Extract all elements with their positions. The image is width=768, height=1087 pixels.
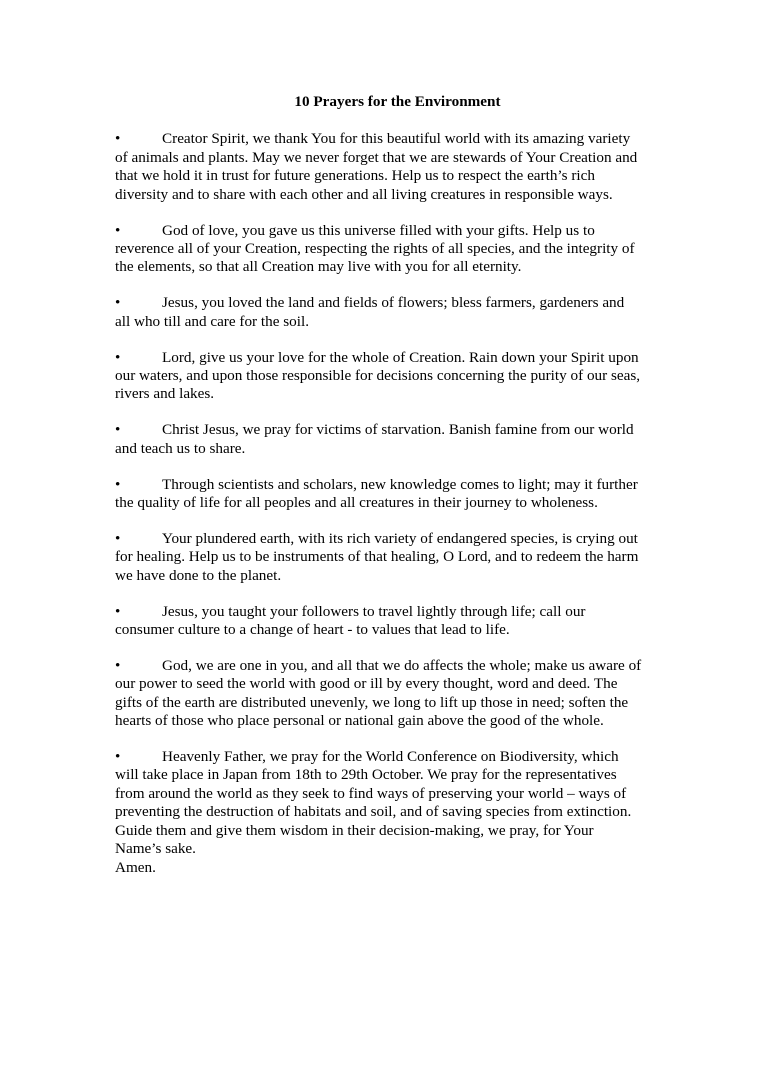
prayer-line — [115, 822, 660, 840]
prayer-line — [115, 675, 660, 693]
prayer-text: and teach us to share. — [115, 439, 246, 457]
prayer-text: God, we are one in you, and all that we do affects the whole; make us aware of — [162, 656, 642, 674]
prayer-line — [115, 694, 660, 712]
prayer-item — [115, 421, 660, 458]
prayer-line — [115, 258, 660, 276]
prayer-text: the quality of life for all peoples and all creatures in their journey to wholeness. — [115, 494, 598, 511]
prayer-line — [115, 548, 660, 566]
document-page — [115, 93, 660, 877]
prayer-item — [115, 748, 660, 858]
bullet-icon: • — [115, 221, 121, 239]
prayer-text: for healing. Help us to be instruments of that healing, O Lord, and to redeem the harm — [115, 548, 639, 566]
prayer-line — [115, 530, 660, 548]
prayer-text: reverence all of your Creation, respecting the rights of all species, and the integrity of — [115, 239, 635, 257]
prayer-text: of animals and plants. May we never forget that we are stewards of Your Creation and — [115, 148, 638, 166]
prayer-text: our power to seed the world with good or ill by every thought, word and deed. The — [115, 675, 618, 693]
prayer-line — [115, 130, 660, 148]
prayer-item — [115, 657, 660, 731]
prayer-text: all who till and care for the soil. — [115, 312, 310, 330]
prayer-line — [115, 748, 660, 766]
prayer-text: Through scientists and scholars, new knowledge comes to light; may it further — [162, 475, 638, 493]
prayer-line — [115, 222, 660, 240]
prayer-line — [115, 494, 660, 512]
bullet-icon: • — [115, 529, 121, 547]
prayer-text: Jesus, you taught your followers to travel lightly through life; call our — [162, 602, 586, 620]
document-title: 10 Prayers for the Environment — [294, 93, 501, 110]
prayer-item — [115, 476, 660, 513]
bullet-icon: • — [115, 348, 121, 366]
prayer-item — [115, 294, 660, 331]
bullet-icon: • — [115, 748, 121, 766]
prayer-line — [115, 167, 660, 185]
prayer-line — [115, 367, 660, 385]
prayer-line — [115, 476, 660, 494]
prayer-text: Name’s sake. — [115, 840, 196, 858]
prayer-line — [115, 603, 660, 621]
prayer-line — [115, 621, 660, 639]
prayer-text: Creator Spirit, we thank You for this beautiful world with its amazing variety — [162, 130, 631, 148]
prayer-text: Lord, give us your love for the whole of Creation. Rain down your Spirit upon — [162, 348, 639, 366]
prayer-line — [115, 421, 660, 439]
prayer-text: preventing the destruction of habitats and soil, and of saving species from extinction. — [115, 803, 632, 821]
prayer-text: Heavenly Father, we pray for the World Conference on Biodiversity, which — [162, 748, 619, 766]
prayer-line — [115, 149, 660, 167]
prayer-line — [115, 567, 660, 585]
prayer-line — [115, 657, 660, 675]
bullet-icon: • — [115, 656, 121, 674]
bullet-icon: • — [115, 130, 121, 148]
prayer-text: we have done to the planet. — [115, 566, 282, 584]
prayer-line — [115, 712, 660, 730]
prayer-text: will take place in Japan from 18th to 29th October. We pray for the representatives — [115, 766, 617, 784]
prayer-text: from around the world as they seek to find ways of preserving your world – ways of — [115, 784, 627, 802]
prayer-text: rivers and lakes. — [115, 385, 215, 403]
prayer-line — [115, 240, 660, 258]
bullet-icon: • — [115, 602, 121, 620]
prayer-text: that we hold it in trust for future generations. Help us to respect the earth’s rich — [115, 167, 595, 185]
prayer-item — [115, 603, 660, 640]
prayer-line — [115, 785, 660, 803]
prayer-line — [115, 803, 660, 821]
prayer-text: Christ Jesus, we pray for victims of starvation. Banish famine from our world — [162, 421, 634, 439]
prayer-item — [115, 530, 660, 585]
bullet-icon: • — [115, 294, 121, 312]
prayer-line — [115, 766, 660, 784]
prayer-item — [115, 222, 660, 277]
prayer-text: Guide them and give them wisdom in their decision-making, we pray, for Your — [115, 821, 594, 839]
prayer-text: consumer culture to a change of heart - to values that lead to life. — [115, 621, 510, 639]
prayer-item — [115, 349, 660, 404]
prayer-text: Your plundered earth, with its rich variety of endangered species, is crying out — [162, 529, 638, 547]
prayer-text: hearts of those who place personal or national gain above the good of the whole. — [115, 712, 604, 730]
prayer-line — [115, 440, 660, 458]
bullet-icon: • — [115, 475, 121, 493]
prayer-text: Jesus, you loved the land and fields of flowers; bless farmers, gardeners and — [162, 294, 625, 312]
prayer-text: God of love, you gave us this universe filled with your gifts. Help us to — [162, 221, 595, 239]
prayer-line — [115, 186, 660, 204]
prayer-item — [115, 130, 660, 204]
bullet-icon: • — [115, 421, 121, 439]
prayer-text: our waters, and upon those responsible for decisions concerning the purity of our seas, — [115, 366, 641, 384]
prayer-text: diversity and to share with each other and all living creatures in responsible ways. — [115, 185, 613, 203]
prayer-list — [115, 130, 660, 858]
prayer-line — [115, 313, 660, 331]
prayer-line — [115, 385, 660, 403]
prayer-line — [115, 294, 660, 312]
prayer-text: the elements, so that all Creation may live with you for all eternity. — [115, 258, 522, 276]
prayer-line — [115, 349, 660, 367]
prayer-text: gifts of the earth are distributed unevenly, we long to lift up those in need; soften the — [115, 693, 629, 711]
closing-amen: Amen. — [115, 858, 156, 876]
prayer-line — [115, 840, 660, 858]
